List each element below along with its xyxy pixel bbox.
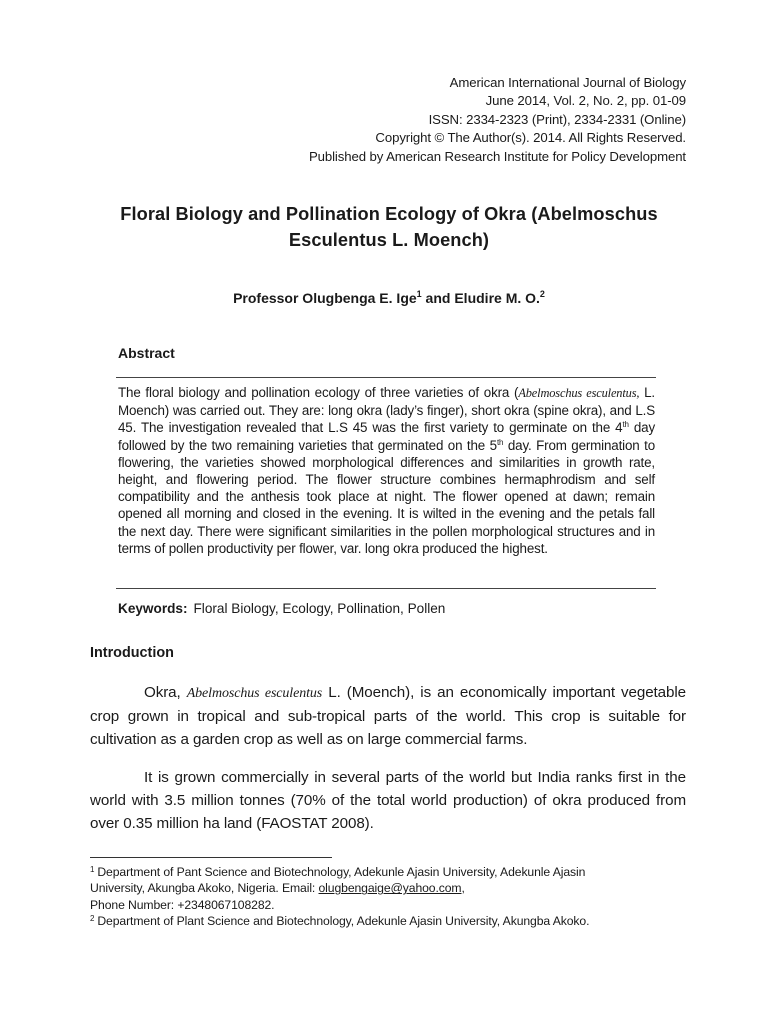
- author-2-name: Eludire M. O.: [454, 290, 540, 306]
- abstract-text-part: The floral biology and pollination ecology of three varieties of okra (: [118, 385, 519, 400]
- introduction-paragraph-1: [90, 682, 686, 751]
- author-1-affiliation-marker: 1: [416, 289, 422, 299]
- abstract-text-part: day. From germination to flowering, the varieties showed morphological differences and similarities in growth rate, height, and flowering period. The flower structure combines hermaphrodism and self compatibility and the anthesis took place at night. The flower opened at dawn; remain opened all morning and closed in the evening. It is wilted in the evening and the petals fall the next day. There were significant similarities in the pollen morphological structures and in terms of pollen productivity per flower, var. long okra produced the highest.: [118, 437, 655, 556]
- paper-title: [90, 201, 688, 253]
- author-2-affiliation-marker: 2: [539, 289, 545, 299]
- abstract-top-rule: [116, 377, 656, 378]
- paragraph-text: L. (Moench), is an economically important vegetable crop grown in tropical and sub-tropical parts of the world. This crop is suitable for cultivation as a garden crop as well as on large commercial farms.: [90, 684, 686, 748]
- footnote-1-phone: Phone Number: +2348067108282.: [90, 897, 275, 912]
- footnote-1-number: 1: [90, 865, 95, 874]
- paper-title-line-1: Floral Biology and Pollination Ecology of Okra (Abelmoschus: [120, 204, 658, 224]
- paragraph-text: Okra,: [144, 684, 187, 701]
- author-email-link[interactable]: olugbengaige@yahoo.com: [318, 881, 462, 896]
- footnote-1: [90, 864, 680, 880]
- abstract-text-part: L. Moench) was carried out. They are: long okra (lady’s finger), short okra (spine okra), and L.S 45. The investigation revealed that L.S 45 was the first variety to germinate on the 4: [118, 385, 655, 436]
- author-line: [90, 288, 688, 308]
- abstract-bottom-rule: [116, 588, 656, 589]
- abstract-heading: Abstract: [118, 345, 175, 361]
- journal-publisher: Published by American Research Institute for Policy Development: [308, 148, 686, 164]
- footnote-1-continued: [90, 880, 680, 896]
- journal-issn: ISSN: 2334-2323 (Print), 2334-2331 (Online): [428, 111, 686, 127]
- keywords-label: Keywords:: [118, 601, 188, 616]
- footnote-text: Department of Plant Science and Biotechnology, Adekunle Ajasin University, Akungba Akoko.: [97, 914, 590, 929]
- keywords-line: [118, 601, 445, 616]
- paper-title-line-2: Esculentus L. Moench): [288, 230, 490, 250]
- journal-header: [309, 74, 686, 166]
- footnote-text: ,: [461, 881, 465, 896]
- species-name: Abelmoschus esculentus: [186, 686, 323, 701]
- abstract-species-name: Abelmoschus esculentus,: [518, 386, 640, 400]
- introduction-paragraph-2: It is grown commercially in several parts of the world but India ranks first in the world with 3.5 million tonnes (70% of the total world production) of okra produced from over 0.35 million ha land (FAOSTAT 2008).: [90, 769, 686, 832]
- keywords-value: Floral Biology, Ecology, Pollination, Pollen: [193, 601, 446, 616]
- footnote-separator: [90, 857, 332, 858]
- footnote-2-number: 2: [90, 914, 95, 924]
- ordinal-suffix: th: [496, 437, 504, 447]
- footnote-2: [90, 913, 680, 929]
- footnotes: [90, 864, 680, 930]
- author-conjunction: and: [421, 290, 455, 306]
- introduction-heading: Introduction: [90, 645, 174, 661]
- ordinal-suffix: th: [622, 420, 629, 430]
- footnote-text: Department of Pant Science and Biotechnology, Adekunle Ajasin University, Adekunle Ajasin: [97, 865, 586, 879]
- journal-issue: June 2014, Vol. 2, No. 2, pp. 01-09: [485, 93, 686, 109]
- journal-name: American International Journal of Biology: [449, 75, 686, 90]
- author-1-name: Professor Olugbenga E. Ige: [233, 290, 417, 306]
- abstract-text-part: day followed by the two remaining varieties that germinated on the 5: [118, 420, 655, 453]
- abstract-text: [118, 384, 655, 557]
- journal-copyright: Copyright © The Author(s). 2014. All Rights Reserved.: [375, 130, 686, 146]
- footnote-text: University, Akungba Akoko, Nigeria. Email:: [90, 881, 319, 896]
